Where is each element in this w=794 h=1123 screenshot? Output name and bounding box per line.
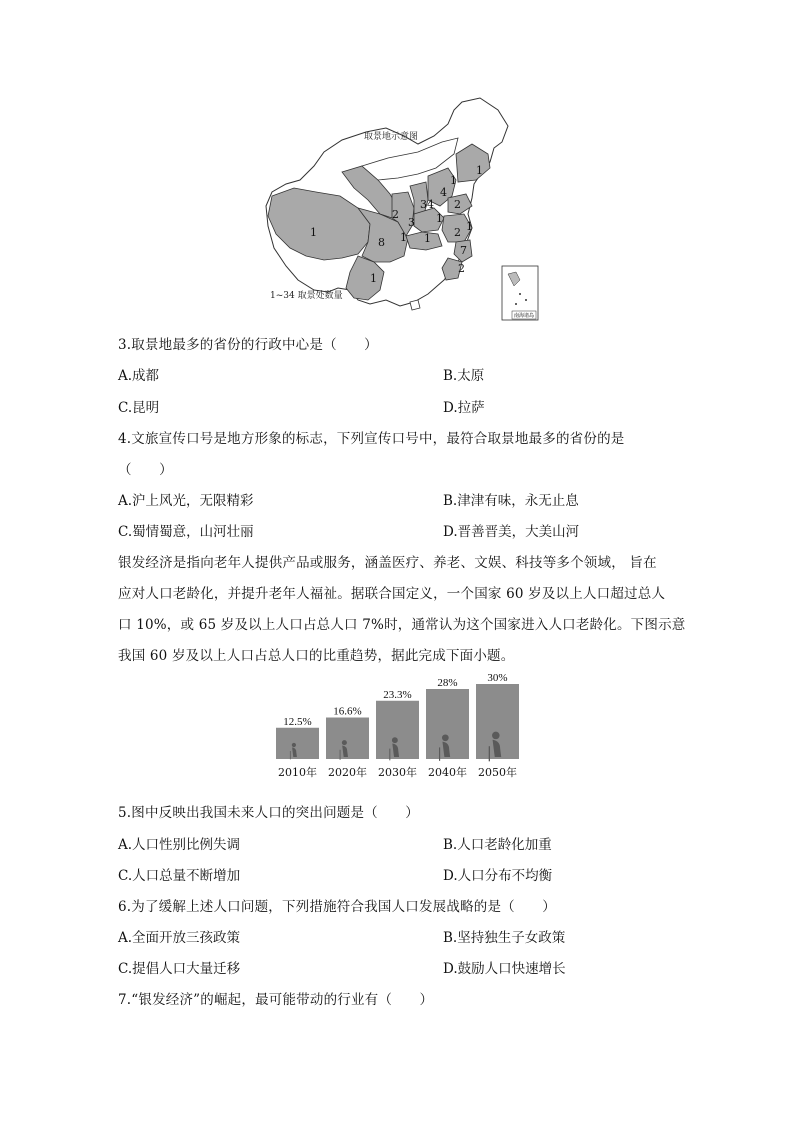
passage-line: 银发经济是指向老年人提供产品或服务，涵盖医疗、养老、文娱、科技等多个领域， 旨在 (118, 555, 657, 571)
question-4-option-d[interactable]: D.晋善晋美，大美山河 (443, 524, 580, 540)
bar-category-label: 2050年 (478, 766, 517, 779)
bar-category-label: 2020年 (328, 766, 367, 779)
map-count: 1 (400, 231, 407, 244)
bar-value-label: 28% (437, 677, 458, 689)
inset-label: 南海诸岛 (514, 313, 535, 319)
question-6-option-c[interactable]: C.提倡人口大量迁移 (118, 961, 241, 977)
aging-chart-svg (270, 670, 530, 792)
bar-category-label: 2030年 (378, 766, 417, 779)
map-count: 1 (466, 220, 473, 233)
bar-0 (276, 728, 319, 759)
question-7-stem: 7.“银发经济”的崛起，最可能带动的行业有（ ） (118, 992, 434, 1008)
question-4-option-b[interactable]: B.津津有味，永无止息 (443, 493, 579, 509)
china-map (258, 96, 546, 326)
region-hainan (410, 300, 420, 310)
map-count: 34 (420, 198, 434, 211)
china-map-figure (258, 96, 546, 326)
question-3-option-c[interactable]: C.昆明 (118, 400, 160, 416)
map-count: 1 (476, 164, 483, 177)
map-count: 2 (454, 226, 461, 239)
question-6-option-b[interactable]: B.坚持独生子女政策 (443, 930, 566, 946)
map-count: 1 (450, 174, 457, 187)
question-4-stem: 4.文旅宣传口号是地方形象的标志，下列宣传口号中，最符合取景地最多的省份的是 (118, 431, 625, 447)
question-5-option-c[interactable]: C.人口总量不断增加 (118, 868, 241, 884)
aging-bar-chart (270, 670, 530, 792)
map-legend: 1~34 取景处数量 (270, 291, 343, 301)
bar-category-label: 2040年 (428, 766, 467, 779)
map-count: 3 (408, 216, 415, 229)
question-4-option-a[interactable]: A.沪上风光，无限精彩 (118, 493, 254, 509)
bar-value-label: 23.3% (383, 688, 412, 701)
passage-line: 我国 60 岁及以上人口占总人口的比重趋势，据此完成下面小题。 (118, 648, 515, 664)
question-4-option-c[interactable]: C.蜀情蜀意，山河壮丽 (118, 524, 254, 540)
map-count: 4 (440, 186, 447, 199)
south-china-sea-inset (502, 266, 538, 320)
question-6-option-a[interactable]: A.全面开放三孩政策 (118, 930, 241, 946)
bar-1 (326, 718, 369, 760)
map-count: 7 (460, 244, 467, 257)
question-5-option-d[interactable]: D.人口分布不均衡 (443, 868, 553, 884)
map-count: 1 (310, 226, 317, 239)
map-count: 2 (458, 262, 465, 275)
bar-category-label: 2010年 (278, 766, 317, 779)
passage-line: 口 10%，或 65 岁及以上人口占总人口 7%时，通常认为这个国家进入人口老龄化。下图示意 (118, 617, 686, 633)
bar-value-label: 30% (487, 672, 508, 684)
question-3-option-b[interactable]: B.太原 (443, 368, 485, 384)
map-count: 1 (370, 272, 377, 285)
question-5-option-b[interactable]: B.人口老龄化加重 (443, 837, 552, 853)
map-title: 取景地示意图 (364, 132, 419, 142)
map-count: 8 (378, 236, 385, 249)
map-count: 1 (436, 212, 443, 225)
passage-line: 应对人口老龄化，并提升老年人福祉。据联合国定义，一个国家 60 岁及以上人口超过总人 (118, 586, 666, 602)
question-4-stem-continued: （ ） (118, 462, 173, 478)
bar-value-label: 16.6% (333, 705, 362, 718)
question-6-stem: 6.为了缓解上述人口问题，下列措施符合我国人口发展战略的是（ ） (118, 899, 556, 915)
question-3-stem: 3.取景地最多的省份的行政中心是（ ） (118, 337, 378, 353)
question-3-option-d[interactable]: D.拉萨 (443, 400, 485, 416)
map-count: 2 (392, 208, 399, 221)
question-5-stem: 5.图中反映出我国未来人口的突出问题是（ ） (118, 805, 419, 821)
map-count: 1 (424, 232, 431, 245)
map-count: 2 (454, 198, 461, 211)
question-3-option-a[interactable]: A.成都 (118, 368, 160, 384)
bar-value-label: 12.5% (283, 715, 312, 728)
question-6-option-d[interactable]: D.鼓励人口快速增长 (443, 961, 566, 977)
question-5-option-a[interactable]: A.人口性别比例失调 (118, 837, 241, 853)
